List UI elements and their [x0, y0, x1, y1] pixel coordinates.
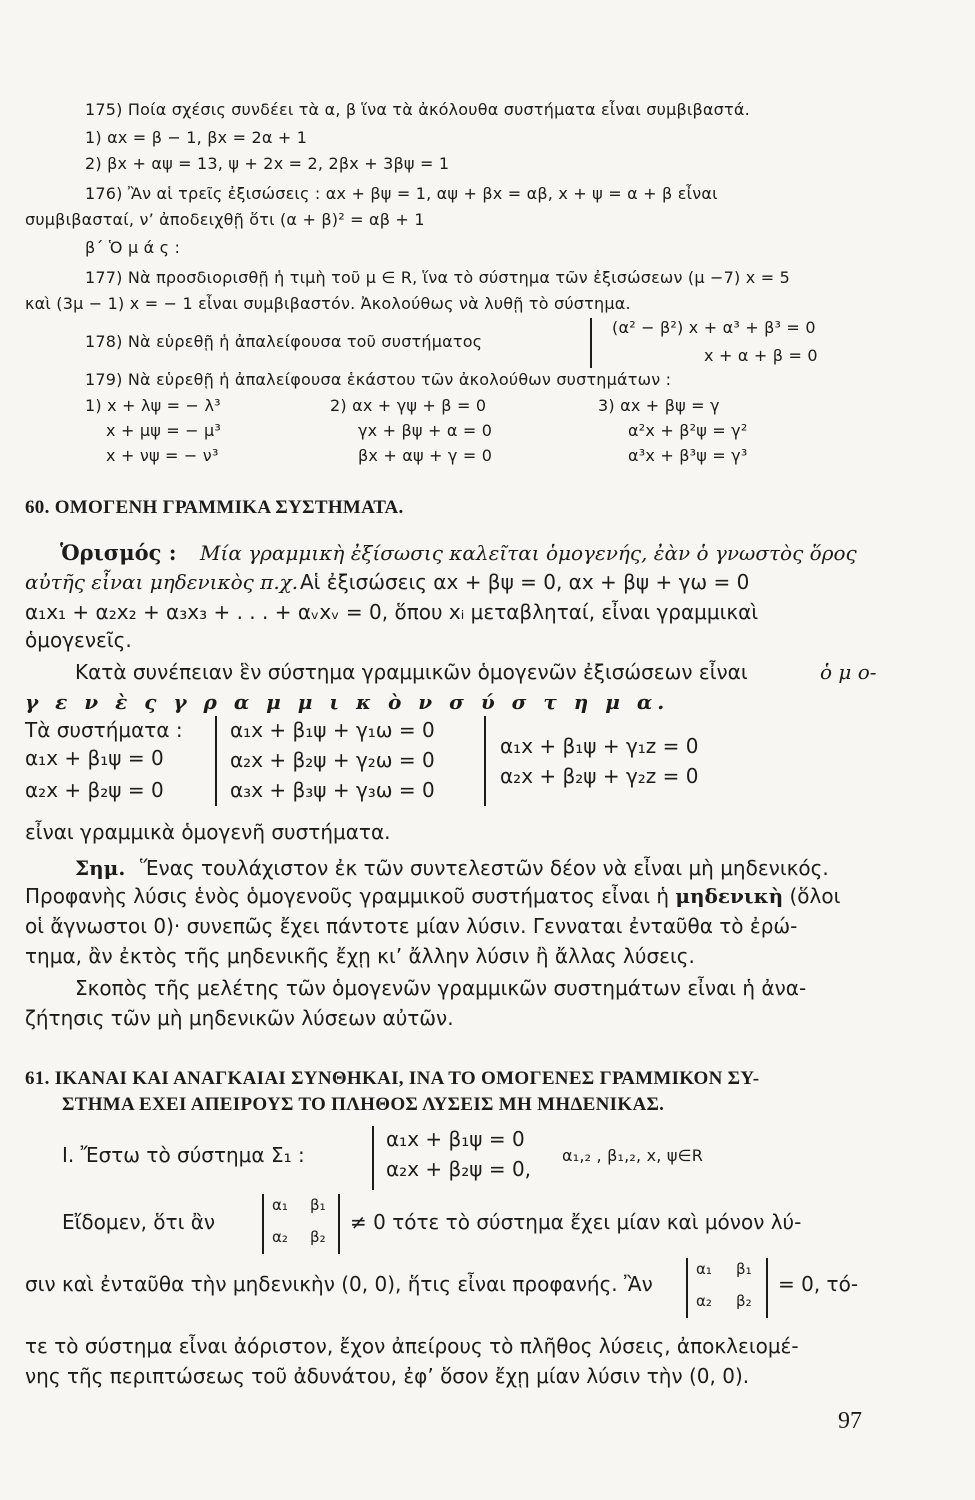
- system-bracket: [372, 1126, 374, 1190]
- system-b-eq-2: α₂x + β₂ψ + γ₂ω = 0: [230, 748, 435, 772]
- section-61-title-2: ΣΤΗΜΑ ΕΧΕΙ ΑΠΕΙΡΟΥΣ ΤΟ ΠΛΗΘΟΣ ΛΥΣΕΙΣ ΜΗ ΜΗΔΕΝΙΚΑΣ.: [62, 1094, 665, 1115]
- sigma-domain: α₁,₂ , β₁,₂, x, ψ∈R: [562, 1146, 704, 1165]
- system-1-eq-2: x + μψ = − μ³: [106, 421, 222, 440]
- system-1-eq-3: x + νψ = − ν³: [106, 446, 219, 465]
- definition-examples: Αἱ ἐξισώσεις αx + βψ = 0, αx + βψ + γω = 0: [300, 570, 750, 594]
- system-2-eq-3: βx + αψ + γ = 0: [358, 446, 493, 465]
- definition-text-2: αὐτῆς εἶναι μηδενικὸς π.χ.: [25, 570, 299, 594]
- seen-text: Εἴδομεν, ὅτι ἂν: [62, 1210, 216, 1234]
- exercise-176-line-1: 176) Ἂν αἱ τρεῖς ἐξισώσεις : αx + βψ = 1, αψ + βx = αβ, x + ψ = α + β εἶναι: [85, 184, 718, 203]
- exercise-178: 178) Νὰ εὑρεθῇ ἡ ἀπαλείφουσα τοῦ συστήματος: [85, 332, 483, 351]
- system-c-eq-1: α₁x + β₁ψ + γ₁z = 0: [500, 734, 699, 758]
- det-b2: β₂: [736, 1292, 752, 1310]
- system-3-eq-1: 3) αx + βψ = γ: [598, 396, 720, 415]
- indeterminate-line-1: τε τὸ σύστημα εἶναι ἀόριστον, ἔχον ἀπείρους τὸ πλῆθος λύσεις, ἀποκλειομέ-: [25, 1334, 799, 1358]
- exercise-178-eq-1: (α² − β²) x + α³ + β³ = 0: [612, 318, 816, 337]
- section-60-title: 60. ΟΜΟΓΕΝΗ ΓΡΑΜΜΙΚΑ ΣΥΣΤΗΜΑΤΑ.: [25, 497, 404, 518]
- exercise-175-title: 175) Ποία σχέσις συνδέει τὰ α, β ἵνα τὰ ἀκόλουθα συστήματα εἶναι συμβιβαστά.: [85, 100, 750, 119]
- system-3-eq-2: α²x + β²ψ = γ²: [628, 421, 748, 440]
- note-line-2: Προφανὴς λύσις ἑνὸς ὁμογενοῦς γραμμικοῦ συστήματος εἶναι ἡ μηδενικὴ (ὅλοι: [25, 884, 841, 908]
- note-line-3: οἱ ἄγνωστοι 0)· συνεπῶς ἔχει πάντοτε μίαν λύσιν. Γενναται ἐνταῦθα τὸ ἐρώ-: [25, 914, 798, 938]
- system-a-eq-1: α₁x + β₁ψ = 0: [25, 746, 164, 770]
- exercise-177-line-1: 177) Νὰ προσδιορισθῇ ἡ τιμὴ τοῦ μ ∈ R, ἵνα τὸ σύστημα τῶν ἐξισώσεων (μ −7) x = 5: [85, 268, 790, 287]
- det-a2: α₂: [272, 1228, 288, 1246]
- definition-label: Ὁρισμός :: [60, 540, 177, 565]
- exercise-178-eq-2: x + α + β = 0: [704, 346, 818, 365]
- system-2-eq-1: 2) αx + γψ + β = 0: [330, 396, 487, 415]
- indeterminate-line-2: νης τῆς περιπτώσεως τοῦ ἀδυνάτου, ἐφ’ ὅσον ἔχῃ μίαν λύσιν τὴν (0, 0).: [25, 1364, 750, 1388]
- homogeneous-system-term: γ ε ν ὲ ς γ ρ α μ μ ι κ ὸ ν σ ύ σ τ η μ α.: [25, 690, 670, 714]
- zero-solution-text: σιν καὶ ἐνταῦθα τὴν μηδενικὴν (0, 0), ἥτις εἶναι προφανής. Ἂν: [25, 1272, 653, 1296]
- system-b-eq-3: α₃x + β₃ψ + γ₃ω = 0: [230, 778, 435, 802]
- sigma-eq-1: α₁x + β₁ψ = 0: [386, 1127, 525, 1151]
- det-b1: β₁: [736, 1260, 752, 1278]
- definition-text: Μία γραμμικὴ ἐξίσωσις καλεῖται ὁμογενής, ἐὰν ὁ γνωστὸς ὅρος: [200, 541, 857, 565]
- section-61-title-1: 61. ΙΚΑΝΑΙ ΚΑΙ ΑΝΑΓΚΑΙΑΙ ΣΥΝΘΗΚΑΙ, ΙΝΑ ΤΟ ΟΜΟΓΕΝΕΣ ΓΡΑΜΜΙΚΟΝ ΣΥ-: [25, 1068, 760, 1089]
- system-separator: [215, 716, 217, 806]
- system-sigma-label: Ι. Ἔστω τὸ σύστημα Σ₁ :: [62, 1143, 305, 1167]
- exercise-176-line-2: συμβιβασταί, ν’ ἀποδειχθῇ ὅτι (α + β)² = αβ + 1: [25, 210, 425, 229]
- exercise-177-line-2: καὶ (3μ − 1) x = − 1 εἶναι συμβιβαστόν. Ἀκολούθως νὰ λυθῇ τὸ σύστημα.: [25, 294, 631, 313]
- exercise-175-system-2: 2) βx + αψ = 13, ψ + 2x = 2, 2βx + 3βψ = 1: [85, 154, 450, 173]
- determinant-right-bar: [766, 1258, 768, 1318]
- system-c-eq-2: α₂x + β₂ψ + γ₂z = 0: [500, 764, 699, 788]
- det-a1: α₁: [696, 1260, 712, 1278]
- sigma-eq-2: α₂x + β₂ψ = 0,: [386, 1157, 532, 1181]
- det-b1: β₁: [310, 1196, 326, 1214]
- system-bracket: [590, 318, 592, 368]
- exercise-179: 179) Νὰ εὑρεθῇ ἡ ἀπαλείφουσα ἑκάστου τῶν ἀκολούθων συστημάτων :: [85, 370, 672, 389]
- det-a2: α₂: [696, 1292, 712, 1310]
- system-separator: [484, 716, 486, 806]
- systems-label: Τὰ συστήματα :: [25, 718, 183, 742]
- system-2-eq-2: γx + βψ + α = 0: [358, 421, 493, 440]
- determinant-left-bar: [262, 1194, 264, 1254]
- note-line-1: Ἕνας τουλάχιστον ἐκ τῶν συντελεστῶν δέον νὰ εἶναι μὴ μηδενικός.: [140, 856, 829, 880]
- definition-end: ὁμογενεῖς.: [25, 628, 132, 652]
- system-1-eq-1: 1) x + λψ = − λ³: [85, 396, 221, 415]
- equals-zero-text: = 0, τό-: [778, 1272, 859, 1296]
- det-b2: β₂: [310, 1228, 326, 1246]
- consequence-text-end: ὁ μ ο-: [820, 660, 877, 684]
- group-heading: β΄ Ὁ μ ά ς :: [85, 238, 181, 257]
- definition-general-eq: α₁x₁ + α₂x₂ + α₃x₃ + . . . + αᵥxᵥ = 0, ὅπου xᵢ μεταβληταί, εἶναι γραμμικαὶ: [25, 600, 759, 624]
- note-label: Σημ.: [75, 856, 126, 880]
- det-a1: α₁: [272, 1196, 288, 1214]
- system-b-eq-1: α₁x + β₁ψ + γ₁ω = 0: [230, 718, 435, 742]
- consequence-text: Κατὰ συνέπειαν ἓν σύστημα γραμμικῶν ὁμογενῶν ἐξισώσεων εἶναι: [75, 660, 748, 684]
- unique-solution-text: ≠ 0 τότε τὸ σύστημα ἔχει μίαν καὶ μόνον λύ-: [350, 1210, 802, 1234]
- note-line-4: τημα, ἂν ἐκτὸς τῆς μηδενικῆς ἔχῃ κι’ ἄλλην λύσιν ἢ ἄλλας λύσεις.: [25, 944, 695, 968]
- page-number: 97: [838, 1408, 862, 1434]
- determinant-left-bar: [686, 1258, 688, 1318]
- aim-line-2: ζήτησις τῶν μὴ μηδενικῶν λύσεων αὐτῶν.: [25, 1006, 454, 1030]
- exercise-175-system-1: 1) αx = β − 1, βx = 2α + 1: [85, 128, 308, 147]
- aim-line-1: Σκοπὸς τῆς μελέτης τῶν ὁμογενῶν γραμμικῶν συστημάτων εἶναι ἡ ἀνα-: [75, 976, 807, 1000]
- system-3-eq-3: α³x + β³ψ = γ³: [628, 446, 748, 465]
- determinant-right-bar: [338, 1194, 340, 1254]
- systems-conclusion: εἶναι γραμμικὰ ὁμογενῆ συστήματα.: [25, 820, 391, 844]
- system-a-eq-2: α₂x + β₂ψ = 0: [25, 778, 164, 802]
